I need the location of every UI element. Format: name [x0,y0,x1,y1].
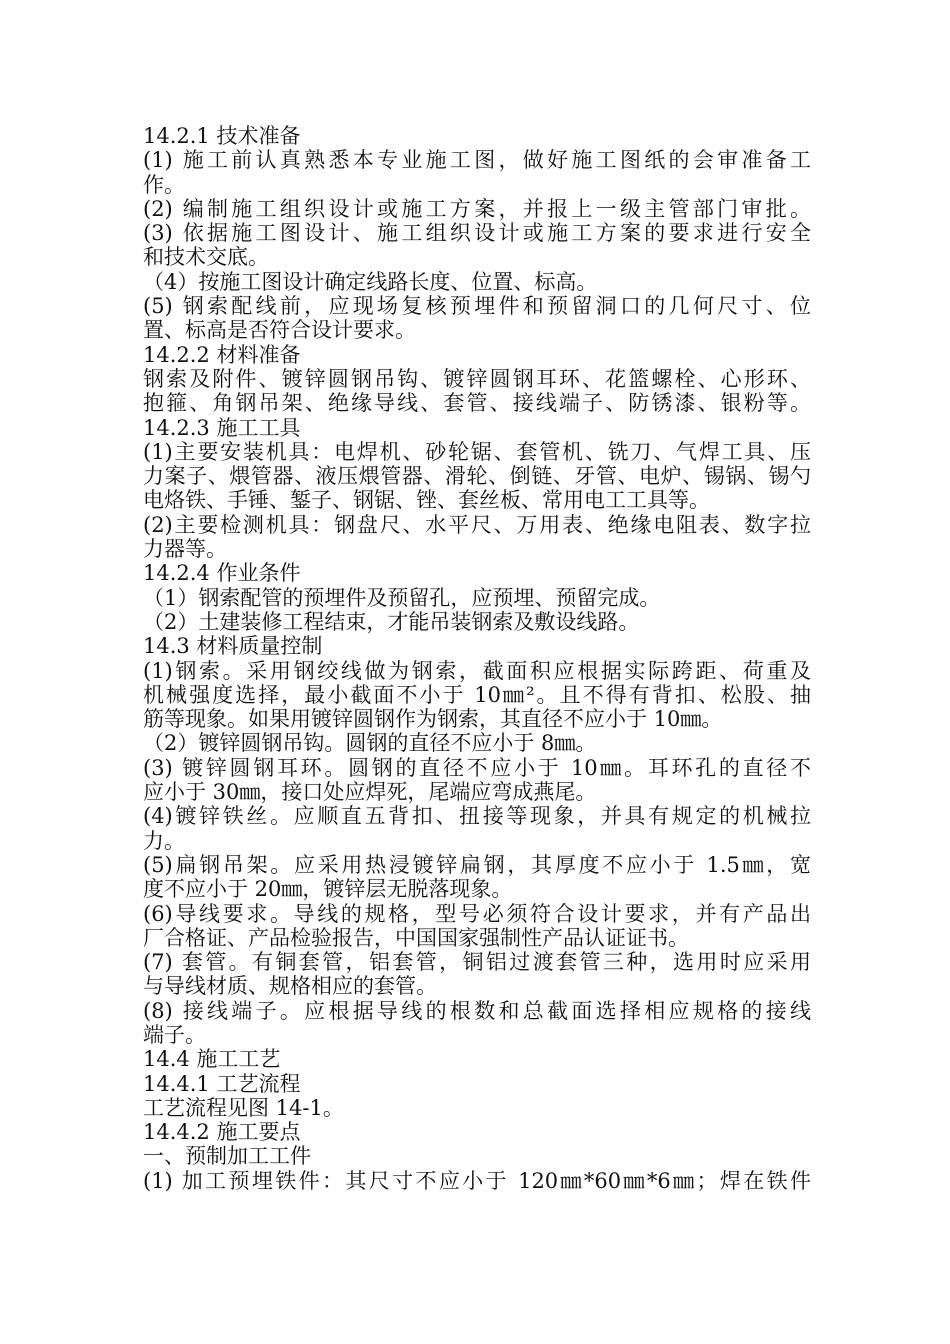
text-line: 力器等。 [143,537,227,562]
text-line: 度不应小于 20㎜，镀锌层无脱落现象。 [143,877,513,902]
text-line: (2)主要检测机具：钢盘尺、水平尺、万用表、绝缘电阻表、数字拉 [143,512,811,537]
text-line: (1)主要安装机具：电焊机、砂轮锯、套管机、铣刀、气焊工具、压 [143,439,811,464]
section-heading: 14.4.2 施工要点 [143,1120,301,1145]
text-line: (1) 施工前认真熟悉本专业施工图，做好施工图纸的会审准备工 [143,148,811,173]
text-line: 钢索及附件、镀锌圆钢吊钩、镀锌圆钢耳环、花篮螺栓、心形环、 [143,366,811,391]
text-line: (1) 加工预埋铁件：其尺寸不应小于 120㎜*60㎜*6㎜；焊在铁件 [143,1168,811,1193]
text-line: (6)导线要求。导线的规格，型号必须符合设计要求，并有产品出 [143,901,811,926]
text-line: 置、标高是否符合设计要求。 [143,318,416,343]
text-line: （2）土建装修工程结束，才能吊装钢索及敷设线路。 [143,609,640,634]
section-heading: 14.2.4 作业条件 [143,561,301,586]
text-line: 筋等现象。如果用镀锌圆钢作为钢索，其直径不应小于 10㎜。 [143,707,723,732]
text-line: (8) 接线端子。应根据导线的根数和总截面选择相应规格的接线 [143,998,811,1023]
text-line: 工艺流程见图 14-1。 [143,1095,344,1120]
text-line: 力案子、煨管器、液压煨管器、滑轮、倒链、牙管、电炉、锡锅、锡勺 [143,464,811,489]
text-line: 抱箍、角钢吊架、绝缘导线、套管、接线端子、防锈漆、银粉等。 [143,391,811,416]
text-line: 作。 [143,172,185,197]
text-line: 电烙铁、手锤、錾子、钢锯、锉、套丝板、常用电工工具等。 [143,488,710,513]
text-line: （2）镀锌圆钢吊钩。圆钢的直径不应小于 8㎜。 [143,731,597,756]
text-line: 和技术交底。 [143,245,269,270]
text-line: 应小于 30㎜，接口处应焊死，尾端应弯成燕尾。 [143,780,597,805]
text-line: 与导线材质、规格相应的套管。 [143,974,437,999]
text-line: (7) 套管。有铜套管，铝套管，铜铝过渡套管三种，选用时应采用 [143,950,811,975]
text-line: 厂合格证、产品检验报告，中国国家强制性产品认证证书。 [143,925,689,950]
text-line: (3) 镀锌圆钢耳环。圆钢的直径不应小于 10㎜。耳环孔的直径不 [143,755,811,780]
text-line: (5)扁钢吊架。应采用热浸镀锌扁钢，其厚度不应小于 1.5㎜，宽 [143,852,811,877]
text-line: （1）钢索配管的预埋件及预留孔，应预埋、预留完成。 [143,585,661,610]
section-heading: 14.2.2 材料准备 [143,342,301,367]
text-line: 机械强度选择，最小截面不小于 10㎜²。且不得有背扣、松股、抽 [143,682,811,707]
text-line: (5) 钢索配线前，应现场复核预埋件和预留洞口的几何尺寸、位 [143,294,811,319]
document-body [143,124,811,1193]
text-line: 力。 [143,828,185,853]
text-line: (3) 依据施工图设计、施工组织设计或施工方案的要求进行安全 [143,221,811,246]
text-line: (4)镀锌铁丝。应顺直五背扣、扭接等现象，并具有规定的机械拉 [143,804,811,829]
section-heading: 14.4 施工工艺 [143,1047,281,1072]
text-line: (1)钢索。采用钢绞线做为钢索，截面积应根据实际跨距、荷重及 [143,658,811,683]
section-heading: 14.3 材料质量控制 [143,634,323,659]
text-line: （4）按施工图设计确定线路长度、位置、标高。 [143,269,598,294]
text-line: 端子。 [143,1022,206,1047]
text-line: (2) 编制施工组织设计或施工方案，并报上一级主管部门审批。 [143,196,811,221]
text-line: 一、预制加工工件 [143,1144,311,1169]
section-heading: 14.2.1 技术准备 [143,124,301,148]
section-heading: 14.4.1 工艺流程 [143,1071,301,1096]
section-heading: 14.2.3 施工工具 [143,415,301,440]
